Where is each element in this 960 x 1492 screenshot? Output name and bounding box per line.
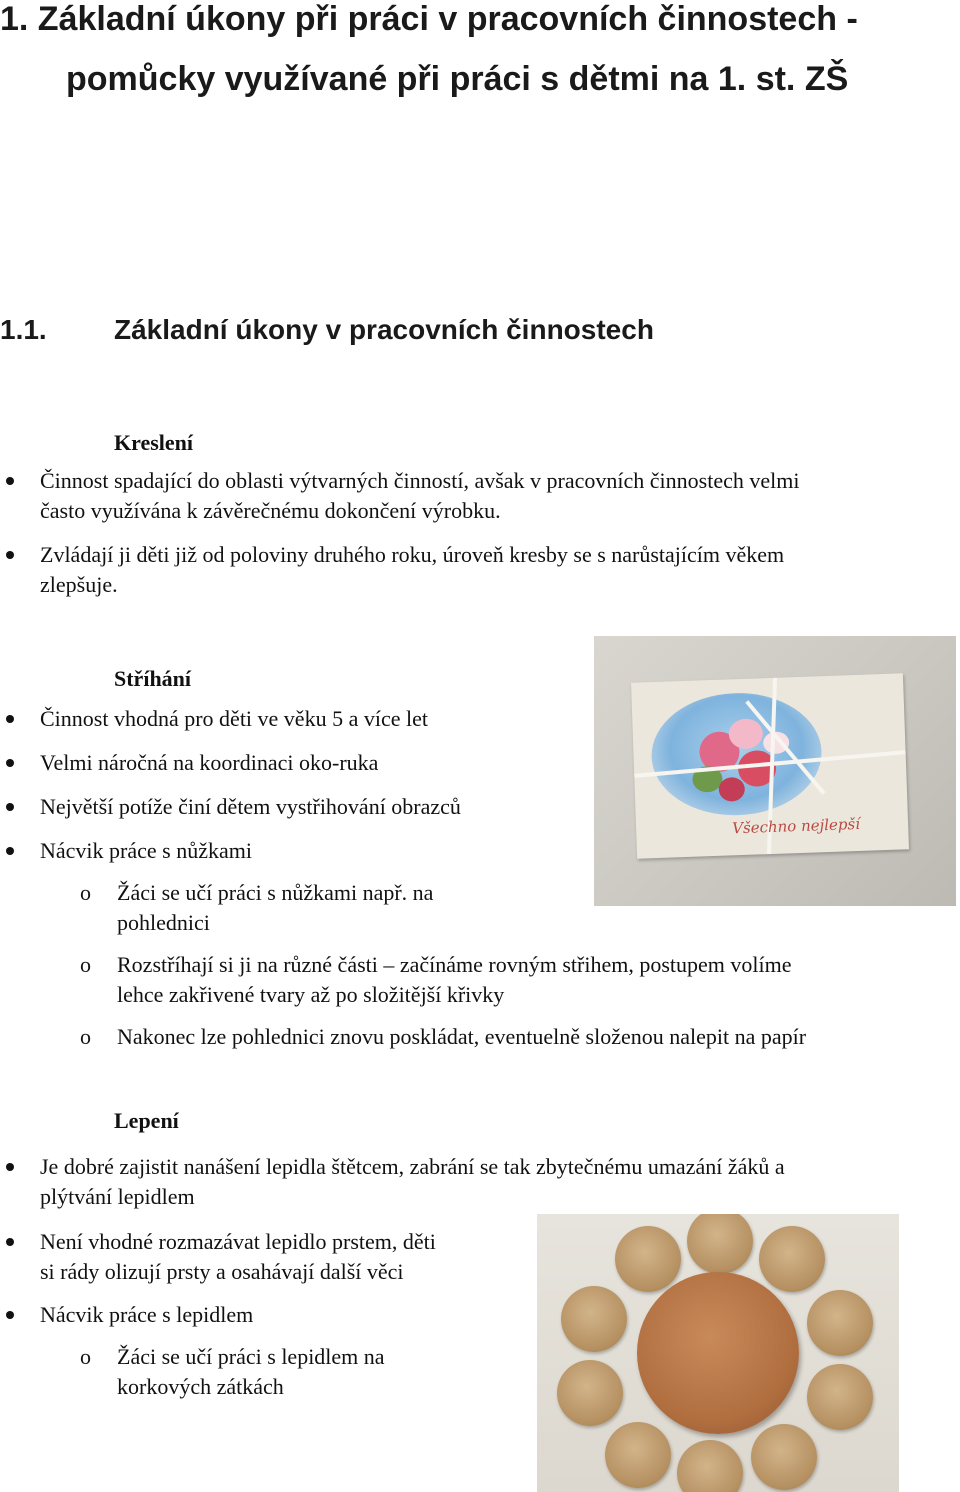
small-cork bbox=[561, 1286, 627, 1352]
bullet-icon bbox=[6, 847, 14, 855]
flower-petal bbox=[718, 777, 745, 802]
bullet-icon bbox=[6, 803, 14, 811]
small-cork bbox=[807, 1290, 873, 1356]
flower-picture bbox=[649, 690, 823, 818]
list-item: Činnost spadající do oblasti výtvarných činností, avšak v pracovních činnostech velmi často využívána k závěrečnému dokončení výrobku. bbox=[40, 468, 800, 523]
subheading-kresleni: Kreslení bbox=[114, 430, 194, 455]
small-cork bbox=[557, 1360, 623, 1426]
list-item: Činnost vhodná pro děti ve věku 5 a více let bbox=[40, 706, 428, 731]
list-item: Není vhodné rozmazávat lepidlo prstem, děti si rády olizují prsty a osahávají další věci bbox=[40, 1229, 436, 1284]
list-item: Největší potíže činí dětem vystřihování obrazců bbox=[40, 794, 461, 819]
sub-list-item: Žáci se učí práci s lepidlem na korkových zátkách bbox=[117, 1344, 385, 1399]
circle-marker-icon: o bbox=[80, 880, 91, 905]
circle-marker-icon: o bbox=[80, 1024, 91, 1049]
bullet-icon bbox=[6, 1238, 14, 1246]
subheading-strihani: Stříhání bbox=[114, 666, 192, 691]
sub-list-item: Rozstříhají si ji na různé části – začínáme rovným střihem, postupem volíme lehce zakřivené tvary až po složitější křivky bbox=[117, 952, 792, 1007]
postcard-greeting: Všechno nejlepší bbox=[731, 814, 861, 838]
list-item: Zvládají ji děti již od poloviny druhého roku, úroveň kresby se s narůstajícím věkem zlepšuje. bbox=[40, 542, 785, 597]
section-title: Základní úkony v pracovních činnostech bbox=[114, 314, 654, 345]
small-cork bbox=[807, 1364, 873, 1430]
flower-petal bbox=[728, 718, 763, 749]
small-cork bbox=[759, 1226, 825, 1292]
list-item: Velmi náročná na koordinaci oko-ruka bbox=[40, 750, 379, 775]
cork-photo bbox=[537, 1214, 899, 1492]
big-cork bbox=[637, 1272, 799, 1434]
list-item: Nácvik práce s lepidlem bbox=[40, 1302, 254, 1327]
bullet-icon bbox=[6, 477, 14, 485]
postcard-photo bbox=[594, 636, 956, 906]
list-item: Je dobré zajistit nanášení lepidla štětcem, zabrání se tak zbytečnému umazání žáků a plýtvání lepidlem bbox=[40, 1154, 785, 1209]
circle-marker-icon: o bbox=[80, 1344, 91, 1369]
subheading-lepeni: Lepení bbox=[114, 1108, 179, 1133]
small-cork bbox=[677, 1440, 743, 1492]
bullet-icon bbox=[6, 1311, 14, 1319]
small-cork bbox=[605, 1422, 671, 1488]
bullet-icon bbox=[6, 551, 14, 559]
bullet-icon bbox=[6, 759, 14, 767]
small-cork bbox=[687, 1214, 753, 1274]
sub-list-item: Nakonec lze pohlednici znovu poskládat, eventuelně složenou nalepit na papír bbox=[117, 1024, 807, 1049]
sub-list-item: Žáci se učí práci s nůžkami např. na pohlednici bbox=[117, 880, 434, 935]
main-heading-line1: 1. Základní úkony při práci v pracovních činnostech - bbox=[0, 0, 858, 38]
main-heading-line2: pomůcky využívané při práci s dětmi na 1. st. ZŠ bbox=[66, 60, 849, 98]
small-cork bbox=[615, 1226, 681, 1292]
postcard bbox=[631, 673, 909, 858]
section-number: 1.1. bbox=[0, 314, 47, 345]
bullet-icon bbox=[6, 1163, 14, 1171]
bullet-icon bbox=[6, 715, 14, 723]
list-item: Nácvik práce s nůžkami bbox=[40, 838, 252, 863]
circle-marker-icon: o bbox=[80, 952, 91, 977]
small-cork bbox=[751, 1424, 817, 1490]
